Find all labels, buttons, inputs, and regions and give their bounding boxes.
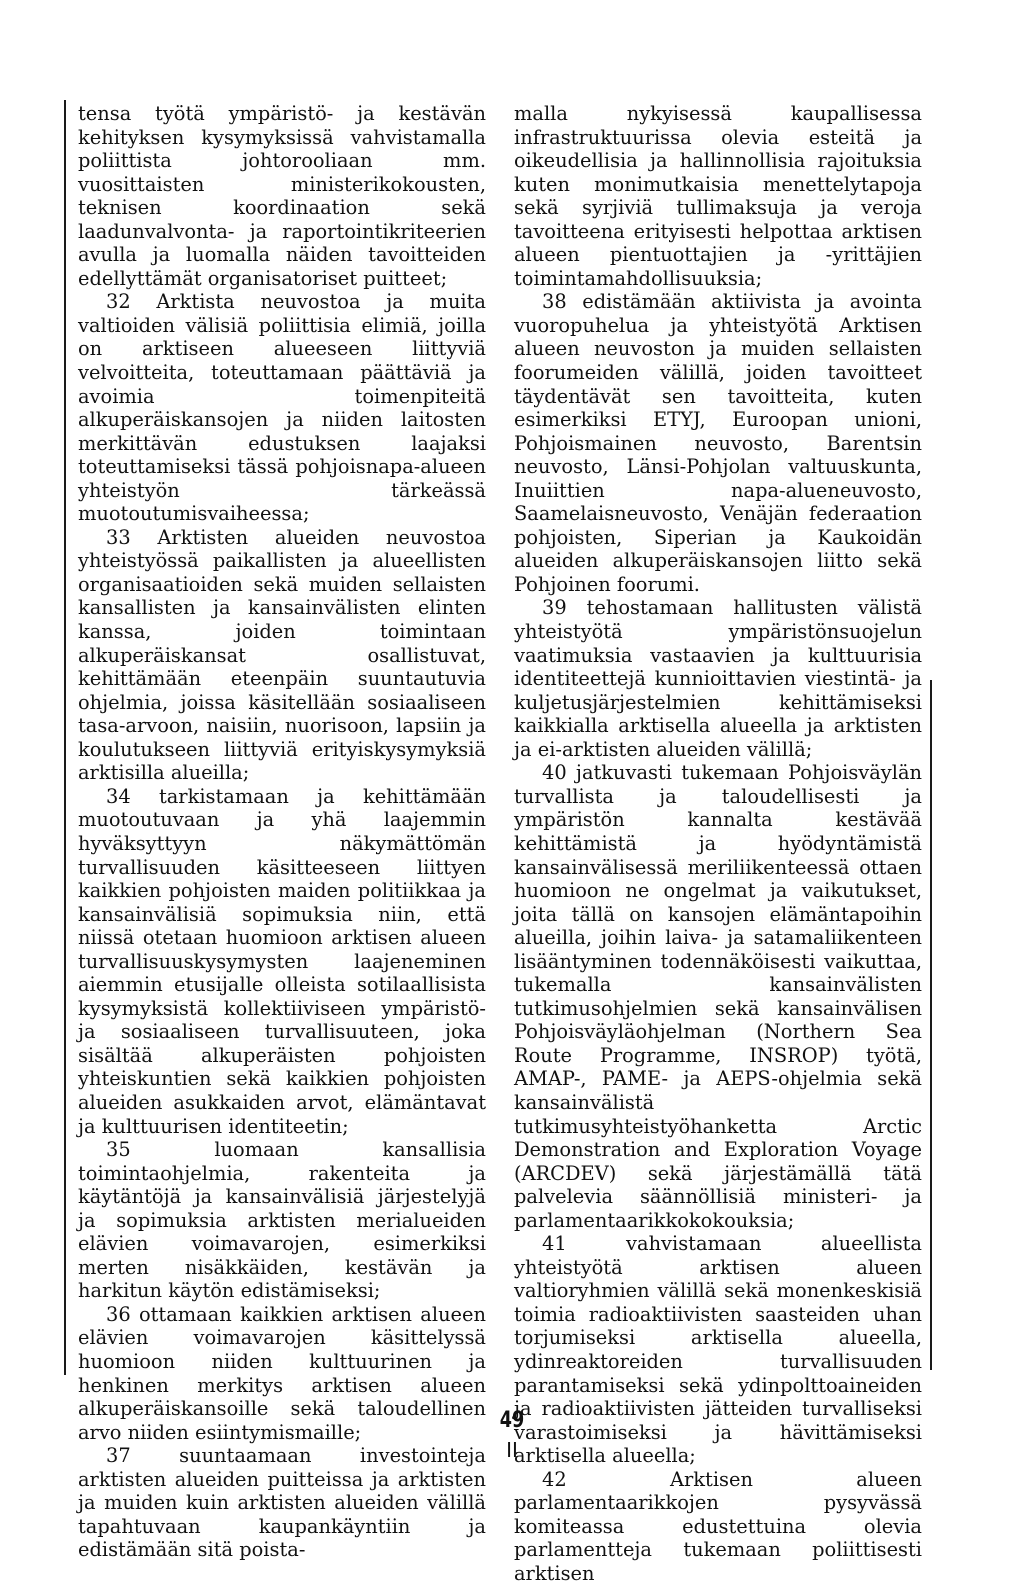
right-margin-rule: [930, 680, 932, 1370]
paragraph-38: 38 edistämään aktiivista ja avointa vuoropuhelua ja yhteistyötä Arktisen alueen neuvoston ja muiden sellaisten foorumeiden välillä, joiden tavoitteet täydentävät sen tavoitteita, kuten esimerkiksi ETYJ, Euroopan unioni, Pohjoismainen neuvosto, Barentsin neuvosto, Länsi-Pohjolan valtuuskunta, Inuiittien napa-alueneuvosto, Saamelaisneuvosto, Venäjän federaation pohjoisten, Siperian ja Kaukoidän alueiden alkuperäiskansojen liitto sekä Pohjoinen foorumi.: [514, 290, 922, 596]
paragraph-continuation: tensa työtä ympäristö- ja kestävän kehityksen kysymyksissä vahvistamalla poliittista johtorooliaan mm. vuosittaisten ministerikokousten, teknisen koordinaation sekä laadunvalvonta- ja raportointikriteerien avulla ja luomalla näiden tavoitteiden edellyttämät organisatoriset puitteet;: [78, 102, 486, 290]
paragraph-32: 32 Arktista neuvostoa ja muita valtioiden välisiä poliittisia elimiä, joilla on arktiseen alueeseen liittyviä velvoitteita, toteuttamaan päättäviä ja avoimia toimenpiteitä alkuperäiskansojen ja niiden laitosten merkittävän edustuksen laajaksi toteuttamiseksi tässä pohjoisnapa-alueen yhteistyön tärkeässä muotoutumisvaiheessa;: [78, 290, 486, 526]
paragraph-39: 39 tehostamaan hallitusten välistä yhteistyötä ympäristönsuojelun vaatimuksia vastaavien ja kulttuurisia identiteettejä kunnioittavien viestintä- ja kuljetusjärjestelmien kehittämiseksi kaikkialla arktisella alueella ja arktisten ja ei-arktisten alueiden välillä;: [514, 596, 922, 761]
left-text-column: [78, 102, 486, 1562]
left-margin-rule: [64, 100, 66, 1375]
page-mark: II: [506, 1438, 518, 1462]
paragraph-40: 40 jatkuvasti tukemaan Pohjoisväylän turvallista ja taloudellisesti ja ympäristön kannalta kestävää kehittämistä ja hyödyntämistä kansainvälisessä meriliikenteessä ottaen huomioon ne ongelmat ja vaikutukset, joita tällä on kansojen elämäntapoihin alueilla, joihin laiva- ja satamaliikenteen lisääntyminen todennäköisesti vaikuttaa, tukemalla kansainvälisten tutkimusohjelmien sekä kansainvälisen Pohjoisväyläohjelman (Northern Sea Route Programme, INSROP) työtä, AMAP-, PAME- ja AEPS-ohjelmia sekä kansainvälistä tutkimusyhteistyöhanketta Arctic Demonstration and Exploration Voyage (ARCDEV) sekä järjestämällä tätä palvelevia säännöllisiä ministeri- ja parlamentaarikkokokouksia;: [514, 761, 922, 1232]
paragraph-37: 37 suuntaamaan investointeja arktisten alueiden puitteissa ja arktisten ja muiden kuin arktisten alueiden välillä tapahtuvaan kaupankäyntiin ja edistämään sitä poista-: [78, 1444, 486, 1562]
page-number: 49: [499, 1408, 525, 1433]
paragraph-33: 33 Arktisten alueiden neuvostoa yhteistyössä paikallisten ja alueellisten organisaatioiden sekä muiden sellaisten kansallisten ja kansainvälisten elinten kanssa, joiden toimintaan alkuperäiskansat osallistuvat, kehittämään eteenpäin suuntautuvia ohjelmia, joissa käsitellään sosiaaliseen tasa-arvoon, naisiin, nuorisoon, lapsiin ja koulutukseen liittyviä erityiskysymyksiä arktisilla alueilla;: [78, 525, 486, 785]
paragraph-35: 35 luomaan kansallisia toimintaohjelmia, rakenteita ja käytäntöjä ja kansainvälisiä järjestelyjä ja sopimuksia arktisten merialueiden elävien voimavarojen, esimerkiksi merten nisäkkäiden, kestävän ja harkitun käytön edistämiseksi;: [78, 1138, 486, 1303]
paragraph-36: 36 ottamaan kaikkien arktisen alueen elävien voimavarojen käsittelyssä huomioon niiden kulttuurinen ja henkinen merkitys arktisen alueen alkuperäiskansoille sekä taloudellinen arvo niiden esiintymismaille;: [78, 1302, 486, 1444]
paragraph-37-continuation: malla nykyisessä kaupallisessa infrastruktuurissa olevia esteitä ja oikeudellisia ja hallinnollisia rajoituksia kuten monimutkaisia menettelytapoja sekä syrjiviä tullimaksuja ja veroja tavoitteena erityisesti helpottaa arktisen alueen pientuottajien ja -yrittäjien toimintamahdollisuuksia;: [514, 102, 922, 290]
right-text-column: [514, 102, 922, 1585]
paragraph-42: 42 Arktisen alueen parlamentaarikkojen pysyvässä komiteassa edustettuina olevia parlamentteja tukemaan poliittisesti arktisen: [514, 1467, 922, 1585]
paragraph-34: 34 tarkistamaan ja kehittämään muotoutuvaan ja yhä laajemmin hyväksyttyyn näkymättömän turvallisuuden käsitteeseen liittyen kaikkien pohjoisten maiden politiikkaa ja kansainvälisiä sopimuksia niin, että niissä otetaan huomioon arktisen alueen turvallisuuskysymysten laajeneminen aiemmin etusijalle olleista sotilaallisista kysymyksistä kollektiiviseen ympäristö- ja sosiaaliseen turvallisuuteen, joka sisältää alkuperäisten pohjoisten yhteiskuntien sekä kaikkien pohjoisten alueiden asukkaiden arvot, elämäntavat ja kulttuurisen identiteetin;: [78, 784, 486, 1138]
paragraph-41: 41 vahvistamaan alueellista yhteistyötä arktisen alueen valtioryhmien välillä sekä monenkeskisiä toimia radioaktiivisten saasteiden uhan torjumiseksi arktisella alueella, ydinreaktoreiden turvallisuuden parantamiseksi sekä ydinpolttoaineiden ja radioaktiivisten jätteiden turvalliseksi varastoimiseksi ja hävittämiseksi arktisella alueella;: [514, 1232, 922, 1468]
